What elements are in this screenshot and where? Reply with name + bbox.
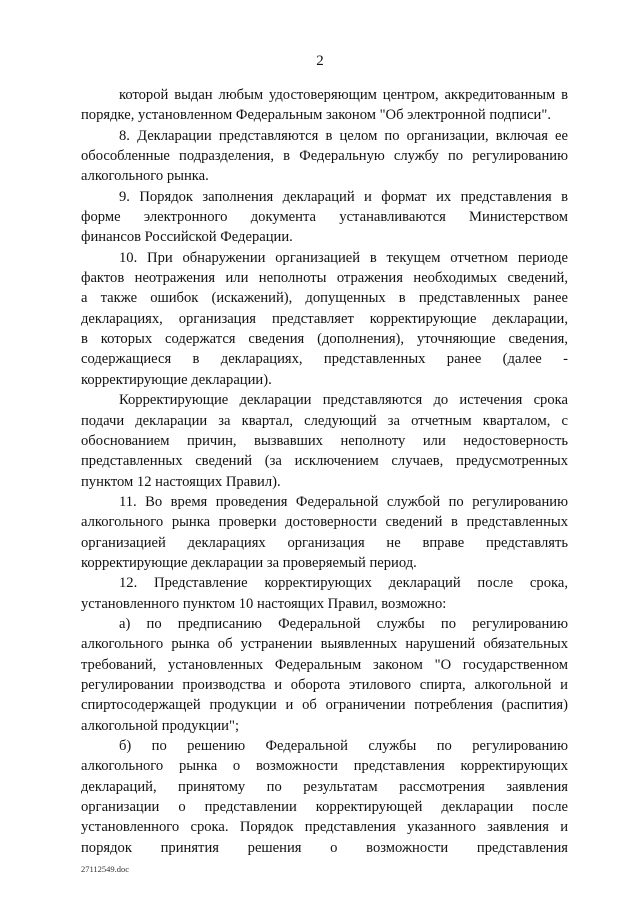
text-line: обоснованием причин, вызвавших неполноту или недостоверность — [81, 432, 568, 449]
text-line: которой выдан любым удостоверяющим центром, аккредитованным в — [119, 87, 568, 103]
text-line: организацией декларациях организация не вправе представлять — [81, 534, 568, 551]
text-line: алкогольного рынка об устранении выявленных нарушений обязательных — [81, 636, 568, 653]
text-line: 9. Порядок заполнения деклараций и формат их представления в — [119, 188, 568, 205]
text-line: порядок принятия решения о возможности представления — [81, 839, 568, 856]
text-line: порядке, установленном Федеральным законом "Об электронной подписи". — [81, 107, 551, 124]
page-number: 2 — [316, 53, 324, 69]
paragraph — [81, 573, 568, 614]
text-line: пунктом 12 настоящих Правил). — [81, 473, 281, 490]
text-line: форме электронного документа устанавливаются Министерством — [81, 209, 568, 226]
text-line: спиртосодержащей продукции и об ограничении потребления (распития) — [81, 697, 568, 714]
text-line: 8. Декларации представляются в целом по организации, включая ее — [119, 127, 568, 144]
text-line: а) по предписанию Федеральной службы по регулированию — [119, 615, 568, 632]
text-line: подачи декларации за квартал, следующий за отчетным кварталом, с — [81, 412, 568, 429]
text-line: алкогольной продукции"; — [81, 717, 240, 734]
paragraph — [81, 736, 568, 858]
text-line: б) по решению Федеральной службы по регулированию — [119, 738, 568, 754]
text-line: требований, установленных Федеральным законом "О государственном — [81, 656, 568, 673]
text-line: фактов неотражения или неполноты отражения необходимых сведений, — [81, 270, 568, 287]
text-line: деклараций, принятому по результатам рассмотрения заявления — [81, 778, 568, 795]
paragraph — [81, 85, 568, 126]
text-line: Корректирующие декларации представляются до истечения срока — [119, 392, 568, 409]
text-line: алкогольного рынка. — [81, 168, 209, 185]
text-line: содержащиеся в декларациях, представленных ранее (далее - — [81, 351, 568, 368]
text-line: а также ошибок (искажений), допущенных в представленных ранее — [81, 290, 568, 307]
text-line: представленных сведений (за исключением случаев, предусмотренных — [81, 453, 568, 470]
text-line: обособленные подразделения, в Федеральную службу по регулированию — [81, 148, 568, 165]
paragraph — [81, 248, 568, 390]
text-line: финансов Российской Федерации. — [81, 229, 293, 246]
paragraph — [81, 187, 568, 248]
text-line: организации о представлении корректирующей декларации после — [81, 799, 568, 816]
text-line: алкогольного рынка проверки достоверности сведений в представленных — [81, 514, 568, 531]
text-line: регулировании производства и оборота этилового спирта, алкогольной и — [81, 676, 568, 693]
paragraph — [81, 390, 568, 492]
text-line: установленного срока. Порядок представления указанного заявления и — [81, 819, 568, 836]
paragraph — [81, 492, 568, 573]
text-line: корректирующие декларации за проверяемый период. — [81, 554, 417, 571]
text-line: 11. Во время проведения Федеральной службой по регулированию — [119, 493, 568, 510]
text-line: установленного пунктом 10 настоящих Правил, возможно: — [81, 595, 447, 612]
text-line: в которых содержатся сведения (дополнения), уточняющие сведения, — [81, 331, 568, 348]
footer-filename: 27112549.doc — [81, 864, 130, 874]
paragraph — [81, 614, 568, 736]
paragraph — [81, 126, 568, 187]
text-line: 12. Представление корректирующих деклараций после срока, — [119, 575, 568, 592]
text-line: декларациях, организация представляет корректирующие декларации, — [81, 310, 568, 327]
text-line: корректирующие декларации). — [81, 371, 272, 388]
text-line: 10. При обнаружении организацией в текущем отчетном периоде — [119, 249, 568, 266]
document-body — [81, 85, 568, 858]
text-line: алкогольного рынка о возможности представления корректирующих — [81, 758, 568, 775]
